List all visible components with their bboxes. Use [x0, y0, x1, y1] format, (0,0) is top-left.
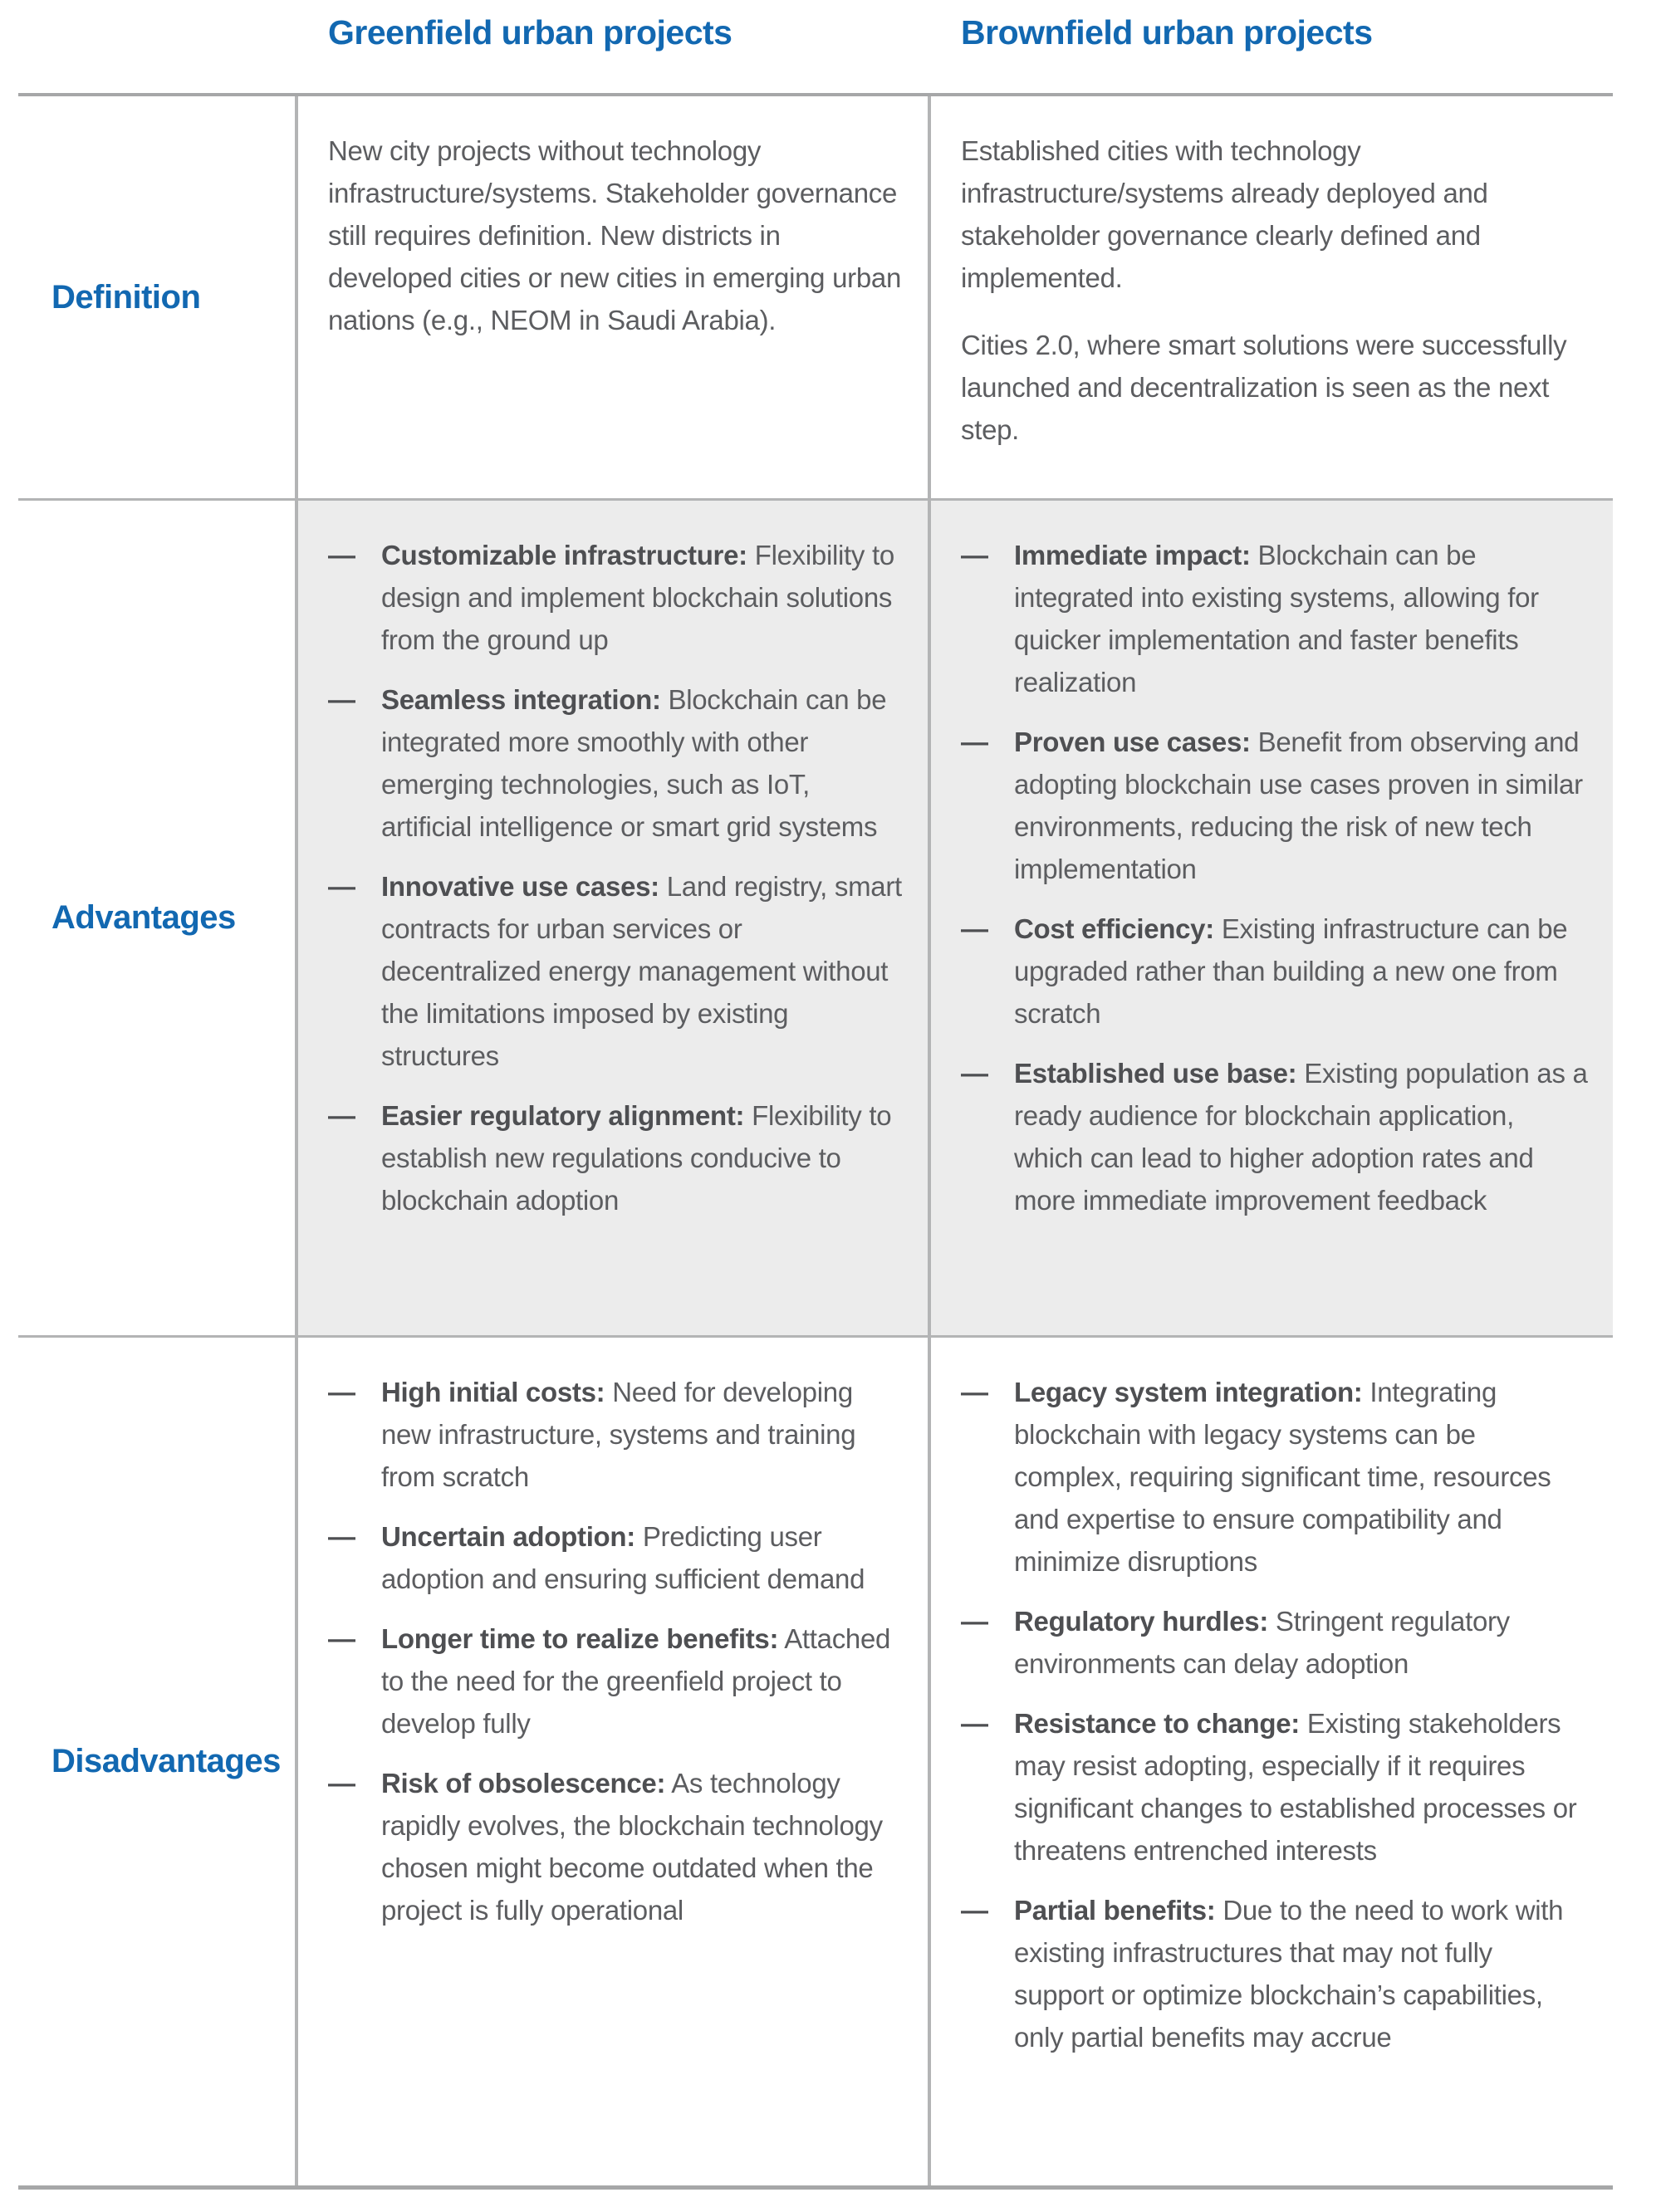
definition-paragraph: Established cities with technology infrastructure/systems already deployed and stakeholder governance clearly defined and implemented.	[961, 135, 1488, 293]
bullet-text-block	[381, 1094, 903, 1221]
bullet-title: Regulatory hurdles:	[1014, 1606, 1269, 1637]
bullet-text: Integrating blockchain with legacy systems can be complex, requiring significant time, resources and expertise to ensure compatibility and minimize disruptions	[1014, 1377, 1551, 1577]
bullet-text-block	[381, 1371, 903, 1498]
column-header-brownfield: Brownfield urban projects	[961, 13, 1373, 51]
bullet-text-block	[1014, 1889, 1588, 2058]
bullet-dash-icon: —	[961, 1377, 988, 1407]
bullet-title: Legacy system integration:	[1014, 1377, 1363, 1407]
bullet-title: Customizable infrastructure:	[381, 540, 747, 570]
disadvantages-greenfield-cell	[295, 1338, 928, 2185]
bullet-text-block	[1014, 908, 1588, 1035]
bullet-item	[328, 1762, 903, 1931]
bullet-item	[328, 678, 903, 848]
bullet-title: Partial benefits:	[1014, 1895, 1216, 1926]
bullet-title: High initial costs:	[381, 1377, 605, 1407]
bullet-text-block	[381, 865, 903, 1077]
bullet-text: Flexibility to design and implement blockchain solutions from the ground up	[381, 540, 894, 655]
bullet-text-block	[1014, 1702, 1588, 1872]
bullet-dash-icon: —	[328, 871, 355, 902]
bullet-text-block	[1014, 721, 1588, 890]
bullet-dash-icon: —	[961, 540, 988, 570]
bullet-item	[961, 1702, 1588, 1872]
bullet-text-block	[1014, 1600, 1588, 1685]
bullet-text-block	[1014, 534, 1588, 703]
bullet-item	[328, 534, 903, 661]
bullet-text: Flexibility to establish new regulations conducive to blockchain adoption	[381, 1100, 892, 1216]
bullet-title: Cost efficiency:	[1014, 913, 1214, 944]
bullet-item	[961, 1371, 1588, 1583]
definition-greenfield-cell	[295, 96, 928, 498]
bullet-text-block	[1014, 1052, 1588, 1221]
bullet-item	[961, 908, 1588, 1035]
row-label-definition: Definition	[51, 278, 201, 316]
bullet-text-block	[381, 1617, 903, 1745]
bullet-text: Benefit from observing and adopting blockchain use cases proven in similar environments, reducing the risk of new tech implementation	[1014, 727, 1583, 884]
bullet-title: Established use base:	[1014, 1058, 1297, 1089]
bullet-title: Risk of obsolescence:	[381, 1768, 666, 1798]
bullet-text: Predicting user adoption and ensuring sufficient demand	[381, 1521, 865, 1594]
bullet-title: Innovative use cases:	[381, 871, 659, 902]
table-row-advantages	[18, 498, 1613, 1335]
bullet-dash-icon: —	[961, 727, 988, 757]
bullet-dash-icon: —	[328, 1377, 355, 1407]
definition-paragraph: Cities 2.0, where smart solutions were successfully launched and decentralization is seen as the next step.	[961, 330, 1567, 445]
bullet-text: Existing population as a ready audience for blockchain application, which can lead to higher adoption rates and more immediate improvement feedback	[1014, 1058, 1588, 1216]
bullet-text-block	[381, 534, 903, 661]
bullet-text: Existing infrastructure can be upgraded rather than building a new one from scratch	[1014, 913, 1568, 1029]
bullet-text-block	[1014, 1371, 1588, 1583]
bullet-text: Blockchain can be integrated into existing systems, allowing for quicker implementation and faster benefits realization	[1014, 540, 1539, 697]
bullet-item	[328, 1515, 903, 1600]
header-spacer	[18, 0, 295, 93]
table-row-definition	[18, 96, 1613, 498]
bullet-dash-icon: —	[328, 1623, 355, 1654]
bullet-dash-icon: —	[961, 1058, 988, 1089]
bullet-title: Longer time to realize benefits:	[381, 1623, 779, 1654]
bullet-title: Uncertain adoption:	[381, 1521, 635, 1552]
bullet-text: Due to the need to work with existing infrastructures that may not fully support or optimize blockchain’s capabilities, only partial benefits may accrue	[1014, 1895, 1564, 2053]
row-label-advantages: Advantages	[51, 899, 236, 936]
bullet-item	[328, 865, 903, 1077]
advantages-greenfield-cell	[295, 501, 928, 1335]
table-row-disadvantages	[18, 1335, 1613, 2185]
bullet-text: Attached to the need for the greenfield project to develop fully	[381, 1623, 891, 1739]
bullet-item	[328, 1094, 903, 1221]
bullet-dash-icon: —	[328, 684, 355, 715]
bullet-item	[961, 534, 1588, 703]
definition-brownfield-cell	[928, 96, 1613, 498]
bullet-item	[328, 1617, 903, 1745]
bullet-text: Need for developing new infrastructure, systems and training from scratch	[381, 1377, 856, 1492]
bullet-dash-icon: —	[328, 540, 355, 570]
bullet-text: Stringent regulatory environments can delay adoption	[1014, 1606, 1510, 1679]
advantages-brownfield-cell	[928, 501, 1613, 1335]
bullet-title: Seamless integration:	[381, 684, 661, 715]
bullet-dash-icon: —	[328, 1100, 355, 1131]
bullet-item	[961, 1889, 1588, 2058]
table-header-row	[18, 0, 1661, 93]
row-label-cell-definition	[18, 96, 295, 498]
disadvantages-brownfield-cell	[928, 1338, 1613, 2185]
table-body	[18, 93, 1613, 2190]
row-label-cell-advantages	[18, 501, 295, 1335]
bullet-text: Land registry, smart contracts for urban services or decentralized energy management without the limitations imposed by existing structures	[381, 871, 902, 1071]
bullet-title: Easier regulatory alignment:	[381, 1100, 745, 1131]
bullet-title: Proven use cases:	[1014, 727, 1251, 757]
definition-paragraph: New city projects without technology infrastructure/systems. Stakeholder governance still requires definition. New districts in developed cities or new cities in emerging urban nations (e.g., NEOM in Saudi Arabia).	[328, 135, 901, 335]
bullet-text-block	[381, 1515, 903, 1600]
bullet-item	[328, 1371, 903, 1498]
bullet-text: Blockchain can be integrated more smoothly with other emerging technologies, such as IoT, artificial intelligence or smart grid systems	[381, 684, 887, 842]
bullet-dash-icon: —	[961, 913, 988, 944]
bullet-text-block	[381, 1762, 903, 1931]
bullet-dash-icon: —	[961, 1606, 988, 1637]
bullet-dash-icon: —	[961, 1708, 988, 1739]
bullet-item	[961, 1600, 1588, 1685]
column-header-greenfield: Greenfield urban projects	[328, 13, 733, 51]
bullet-text: Existing stakeholders may resist adopting, especially if it requires significant changes to established processes or threatens entrenched interests	[1014, 1708, 1577, 1866]
bullet-text-block	[381, 678, 903, 848]
row-label-disadvantages: Disadvantages	[51, 1743, 281, 1779]
bullet-title: Immediate impact:	[1014, 540, 1251, 570]
row-label-cell-disadvantages	[18, 1338, 295, 2185]
bullet-dash-icon: —	[328, 1768, 355, 1798]
bullet-dash-icon: —	[328, 1521, 355, 1552]
bullet-title: Resistance to change:	[1014, 1708, 1300, 1739]
bullet-item	[961, 1052, 1588, 1221]
bullet-item	[961, 721, 1588, 890]
bullet-dash-icon: —	[961, 1895, 988, 1926]
bullet-text: As technology rapidly evolves, the blockchain technology chosen might become outdated when the project is fully operational	[381, 1768, 883, 1926]
